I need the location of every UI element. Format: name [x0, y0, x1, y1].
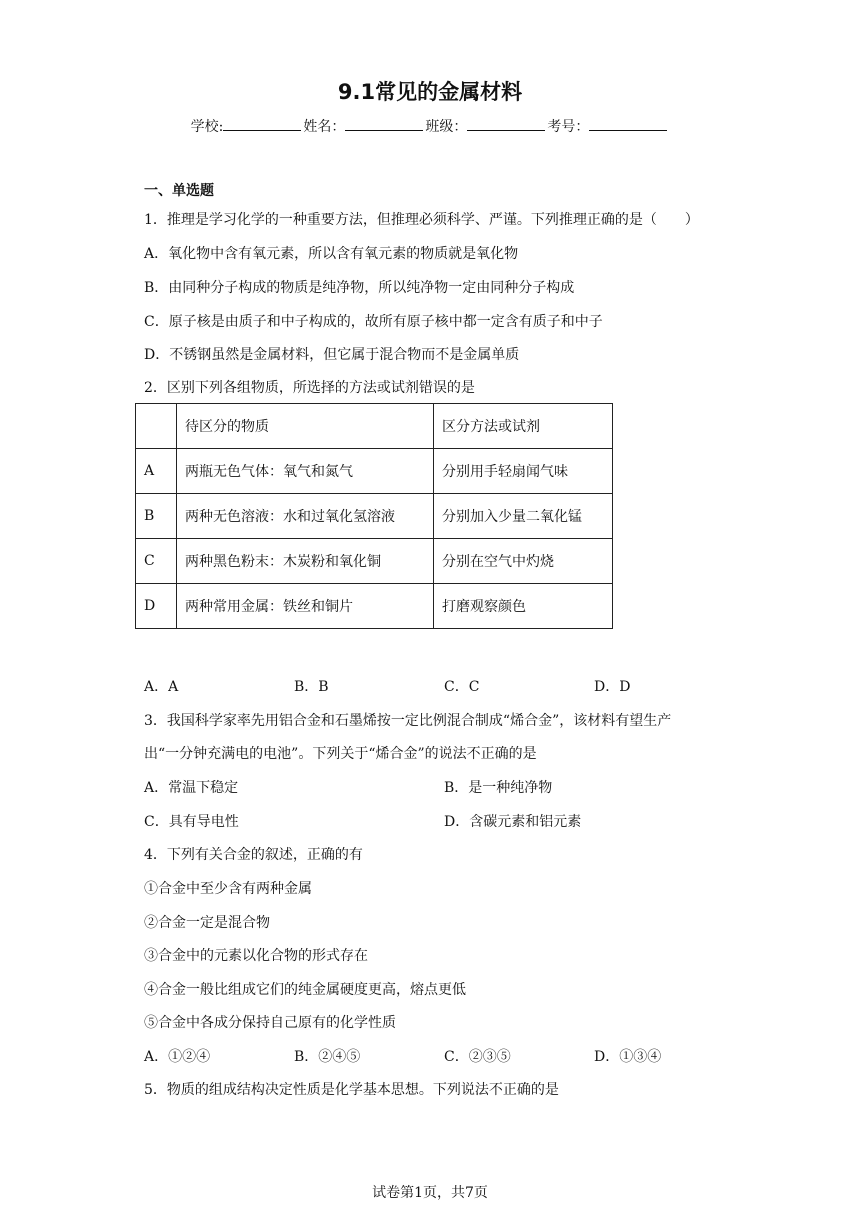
- question-3-stem-line-1: 3．我国科学家率先用铝合金和石墨烯按一定比例混合制成“烯合金”，该材料有望生产: [144, 713, 672, 729]
- table-cell: 打磨观察颜色: [434, 584, 613, 629]
- question-4-statement: ①合金中至少含有两种金属: [144, 881, 312, 897]
- question-4-option-a: A．①②④: [144, 1049, 211, 1065]
- question-2-option-d: D．D: [594, 679, 631, 695]
- school-label: 学校:: [190, 119, 224, 135]
- question-4-statement: ④合金一般比组成它们的纯金属硬度更高，熔点更低: [144, 982, 466, 998]
- table-row: [136, 449, 613, 494]
- table-header-cell: 待区分的物质: [177, 404, 434, 449]
- name-label: 姓名：: [303, 119, 346, 135]
- question-3-option-d: D．含碳元素和铝元素: [444, 814, 582, 830]
- table-row: [136, 494, 613, 539]
- name-blank: [345, 116, 423, 131]
- table-row: [136, 539, 613, 584]
- table-cell: 分别加入少量二氧化锰: [434, 494, 613, 539]
- school-blank: [223, 116, 301, 131]
- question-4-statement: ②合金一定是混合物: [144, 915, 270, 931]
- question-1-stem: 1．推理是学习化学的一种重要方法，但推理必须科学、严谨。下列推理正确的是（ ）: [144, 212, 699, 228]
- page-footer: 试卷第1页，共7页: [372, 1185, 488, 1201]
- question-4-option-b: B．②④⑤: [294, 1049, 361, 1065]
- question-2-option-c: C．C: [444, 679, 480, 695]
- question-4-option-c: C．②③⑤: [444, 1049, 511, 1065]
- table-cell: 分别用手轻扇闻气味: [434, 449, 613, 494]
- question-4-option-d: D．①③④: [594, 1049, 662, 1065]
- section-heading: 一、单选题: [144, 183, 214, 199]
- question-1-option-b: B．由同种分子构成的物质是纯净物，所以纯净物一定由同种分子构成: [144, 280, 575, 296]
- question-5-stem: 5．物质的组成结构决定性质是化学基本思想。下列说法不正确的是: [144, 1082, 559, 1098]
- table-cell: 分别在空气中灼烧: [434, 539, 613, 584]
- table-cell: 两瓶无色气体：氧气和氮气: [177, 449, 434, 494]
- table-cell: D: [136, 584, 177, 629]
- page-title: 9.1常见的金属材料: [337, 80, 523, 104]
- question-1-option-c: C．原子核是由质子和中子构成的，故所有原子核中都一定含有质子和中子: [144, 314, 603, 330]
- question-2-stem: 2．区别下列各组物质，所选择的方法或试剂错误的是: [144, 380, 475, 396]
- table-cell: B: [136, 494, 177, 539]
- question-2-option-b: B．B: [294, 679, 329, 695]
- table-cell: A: [136, 449, 177, 494]
- question-1-option-d: D．不锈钢虽然是金属材料，但它属于混合物而不是金属单质: [144, 347, 520, 363]
- question-3-option-c: C．具有导电性: [144, 814, 239, 830]
- exam-no-blank: [589, 116, 667, 131]
- question-2-table: [135, 403, 613, 629]
- exam-no-label: 考号：: [547, 119, 590, 135]
- question-4-stem: 4．下列有关合金的叙述，正确的有: [144, 847, 363, 863]
- table-cell: 两种黑色粉末：木炭粉和氧化铜: [177, 539, 434, 584]
- question-3-option-a: A．常温下稳定: [144, 780, 239, 796]
- question-3-stem-line-2: 出“一分钟充满电的电池”。下列关于“烯合金”的说法不正确的是: [144, 746, 537, 762]
- question-4-statement: ⑤合金中各成分保持自己原有的化学性质: [144, 1015, 396, 1031]
- question-2-option-a: A．A: [144, 679, 179, 695]
- student-info-line: [0, 116, 860, 136]
- table-header-cell: 区分方法或试剂: [434, 404, 613, 449]
- question-1-option-a: A．氧化物中含有氧元素，所以含有氧元素的物质就是氧化物: [144, 246, 519, 262]
- class-blank: [467, 116, 545, 131]
- table-cell: C: [136, 539, 177, 584]
- table-cell: 两种常用金属：铁丝和铜片: [177, 584, 434, 629]
- question-3-option-b: B．是一种纯净物: [444, 780, 553, 796]
- table-header-row: [136, 404, 613, 449]
- question-4-statement: ③合金中的元素以化合物的形式存在: [144, 948, 368, 964]
- table-cell: 两种无色溶液：水和过氧化氢溶液: [177, 494, 434, 539]
- class-label: 班级：: [425, 119, 468, 135]
- table-row: [136, 584, 613, 629]
- table-header-cell: [136, 404, 177, 449]
